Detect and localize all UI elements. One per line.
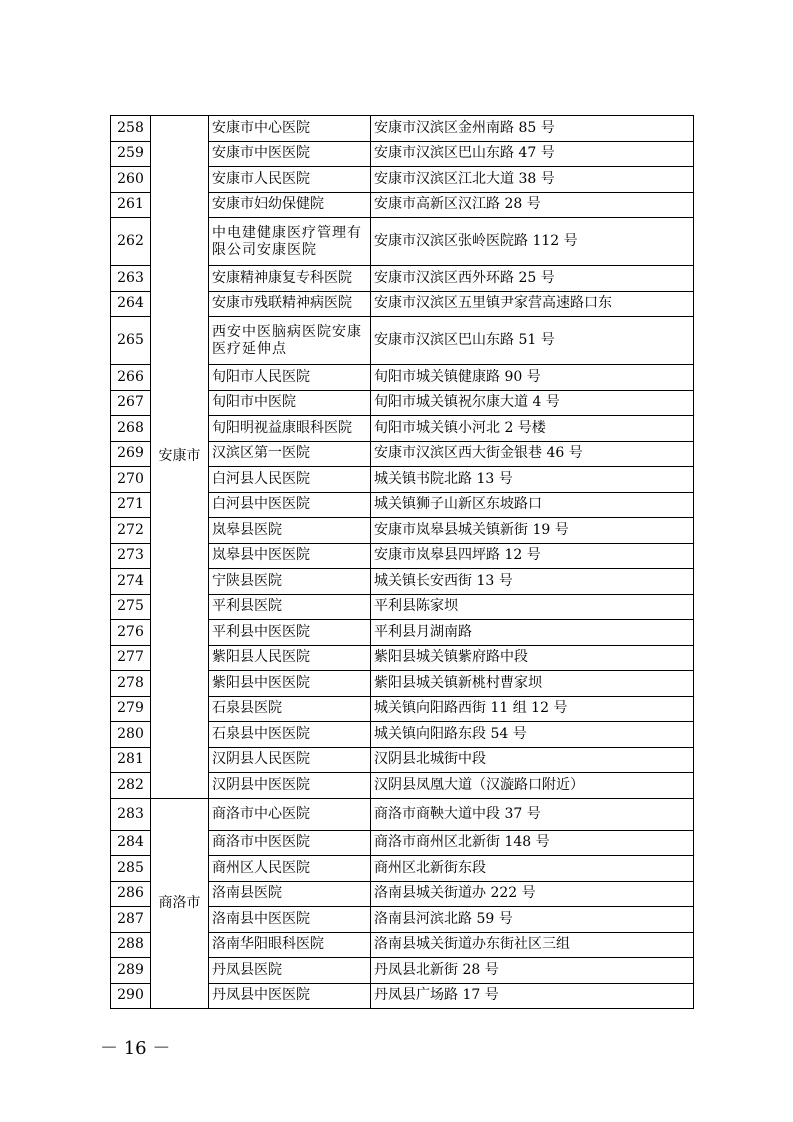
- hospital-name: 旬阳市中医院: [209, 390, 371, 416]
- hospital-address: 城关镇向阳路西街 11 组 12 号: [371, 696, 694, 722]
- row-number: 259: [111, 141, 151, 167]
- hospital-address: 洛南县河滨北路 59 号: [371, 907, 694, 933]
- hospital-address: 安康市汉滨区巴山东路 51 号: [371, 317, 694, 365]
- hospital-address: 商洛市商州区北新街 148 号: [371, 830, 694, 856]
- row-number: 265: [111, 317, 151, 365]
- hospital-name: 洛南县医院: [209, 881, 371, 907]
- hospital-address: 城关镇向阳路东段 54 号: [371, 722, 694, 748]
- row-number: 266: [111, 365, 151, 391]
- hospital-address: 旬阳市城关镇祝尔康大道 4 号: [371, 390, 694, 416]
- row-number: 262: [111, 218, 151, 266]
- row-number: 287: [111, 907, 151, 933]
- row-number: 274: [111, 569, 151, 595]
- hospital-name: 紫阳县中医医院: [209, 671, 371, 697]
- row-number: 276: [111, 620, 151, 646]
- page-number: － 16 －: [100, 1038, 171, 1059]
- hospital-address: 平利县陈家坝: [371, 594, 694, 620]
- hospital-name: 紫阳县人民医院: [209, 645, 371, 671]
- hospital-name: 丹凤县中医医院: [209, 983, 371, 1009]
- city-cell: 安康市: [151, 116, 209, 799]
- hospital-address: 城关镇书院北路 13 号: [371, 467, 694, 493]
- hospital-address: 城关镇狮子山新区东坡路口: [371, 492, 694, 518]
- hospital-address: 安康市汉滨区张岭医院路 112 号: [371, 218, 694, 266]
- hospital-name: 商洛市中心医院: [209, 798, 371, 830]
- hospital-address: 安康市汉滨区巴山东路 47 号: [371, 141, 694, 167]
- row-number: 284: [111, 830, 151, 856]
- row-number: 261: [111, 192, 151, 218]
- hospital-name: 洛南县中医医院: [209, 907, 371, 933]
- row-number: 260: [111, 167, 151, 193]
- hospital-address: 安康市汉滨区江北大道 38 号: [371, 167, 694, 193]
- table-row: [111, 116, 694, 142]
- row-number: 271: [111, 492, 151, 518]
- hospital-address: 紫阳县城关镇新桃村曹家坝: [371, 671, 694, 697]
- hospital-address: 城关镇长安西街 13 号: [371, 569, 694, 595]
- row-number: 286: [111, 881, 151, 907]
- row-number: 258: [111, 116, 151, 142]
- hospital-name: 平利县中医医院: [209, 620, 371, 646]
- row-number: 285: [111, 856, 151, 882]
- table-row: [111, 798, 694, 830]
- row-number: 264: [111, 291, 151, 317]
- hospital-address: 丹凤县北新街 28 号: [371, 958, 694, 984]
- hospital-name: 旬阳市人民医院: [209, 365, 371, 391]
- hospital-name: 岚皋县医院: [209, 518, 371, 544]
- hospital-address: 洛南县城关街道办 222 号: [371, 881, 694, 907]
- row-number: 268: [111, 416, 151, 442]
- hospital-name: 安康市残联精神病医院: [209, 291, 371, 317]
- hospital-address: 安康市汉滨区西大街金银巷 46 号: [371, 441, 694, 467]
- hospital-address: 安康市高新区汉江路 28 号: [371, 192, 694, 218]
- hospital-name: 汉阴县中医医院: [209, 773, 371, 799]
- hospital-name: 商洛市中医医院: [209, 830, 371, 856]
- hospital-name: 丹凤县医院: [209, 958, 371, 984]
- hospital-name: 中电建健康医疗管理有限公司安康医院: [209, 218, 371, 266]
- hospital-name: 安康精神康复专科医院: [209, 266, 371, 292]
- hospital-address: 洛南县城关街道办东街社区三组: [371, 932, 694, 958]
- hospital-name: 汉阴县人民医院: [209, 747, 371, 773]
- row-number: 263: [111, 266, 151, 292]
- hospital-address: 安康市岚皋县四坪路 12 号: [371, 543, 694, 569]
- hospital-address: 商州区北新街东段: [371, 856, 694, 882]
- hospital-table: [110, 115, 694, 1009]
- row-number: 277: [111, 645, 151, 671]
- row-number: 288: [111, 932, 151, 958]
- hospital-address: 紫阳县城关镇紫府路中段: [371, 645, 694, 671]
- hospital-name: 白河县中医医院: [209, 492, 371, 518]
- row-number: 290: [111, 983, 151, 1009]
- hospital-address: 旬阳市城关镇健康路 90 号: [371, 365, 694, 391]
- row-number: 267: [111, 390, 151, 416]
- hospital-address: 平利县月湖南路: [371, 620, 694, 646]
- row-number: 275: [111, 594, 151, 620]
- row-number: 269: [111, 441, 151, 467]
- hospital-name: 平利县医院: [209, 594, 371, 620]
- hospital-address: 安康市汉滨区西外环路 25 号: [371, 266, 694, 292]
- hospital-address: 汉阴县北城街中段: [371, 747, 694, 773]
- city-cell: 商洛市: [151, 798, 209, 1009]
- hospital-name: 西安中医脑病医院安康医疗延伸点: [209, 317, 371, 365]
- hospital-address: 商洛市商鞅大道中段 37 号: [371, 798, 694, 830]
- row-number: 279: [111, 696, 151, 722]
- hospital-name: 安康市妇幼保健院: [209, 192, 371, 218]
- hospital-table-body: [111, 116, 694, 1009]
- hospital-address: 丹凤县广场路 17 号: [371, 983, 694, 1009]
- row-number: 283: [111, 798, 151, 830]
- row-number: 278: [111, 671, 151, 697]
- hospital-name: 安康市中医医院: [209, 141, 371, 167]
- hospital-name: 汉滨区第一医院: [209, 441, 371, 467]
- hospital-name: 旬阳明视益康眼科医院: [209, 416, 371, 442]
- hospital-name: 安康市人民医院: [209, 167, 371, 193]
- hospital-name: 宁陕县医院: [209, 569, 371, 595]
- hospital-name: 岚皋县中医医院: [209, 543, 371, 569]
- row-number: 270: [111, 467, 151, 493]
- hospital-address: 汉阴县凤凰大道（汉漩路口附近）: [371, 773, 694, 799]
- row-number: 272: [111, 518, 151, 544]
- hospital-address: 安康市汉滨区五里镇尹家营高速路口东: [371, 291, 694, 317]
- row-number: 282: [111, 773, 151, 799]
- hospital-address: 旬阳市城关镇小河北 2 号楼: [371, 416, 694, 442]
- hospital-name: 商州区人民医院: [209, 856, 371, 882]
- hospital-name: 白河县人民医院: [209, 467, 371, 493]
- hospital-name: 安康市中心医院: [209, 116, 371, 142]
- hospital-address: 安康市汉滨区金州南路 85 号: [371, 116, 694, 142]
- hospital-name: 洛南华阳眼科医院: [209, 932, 371, 958]
- hospital-name: 石泉县中医医院: [209, 722, 371, 748]
- hospital-address: 安康市岚皋县城关镇新街 19 号: [371, 518, 694, 544]
- hospital-name: 石泉县医院: [209, 696, 371, 722]
- row-number: 280: [111, 722, 151, 748]
- row-number: 273: [111, 543, 151, 569]
- row-number: 281: [111, 747, 151, 773]
- row-number: 289: [111, 958, 151, 984]
